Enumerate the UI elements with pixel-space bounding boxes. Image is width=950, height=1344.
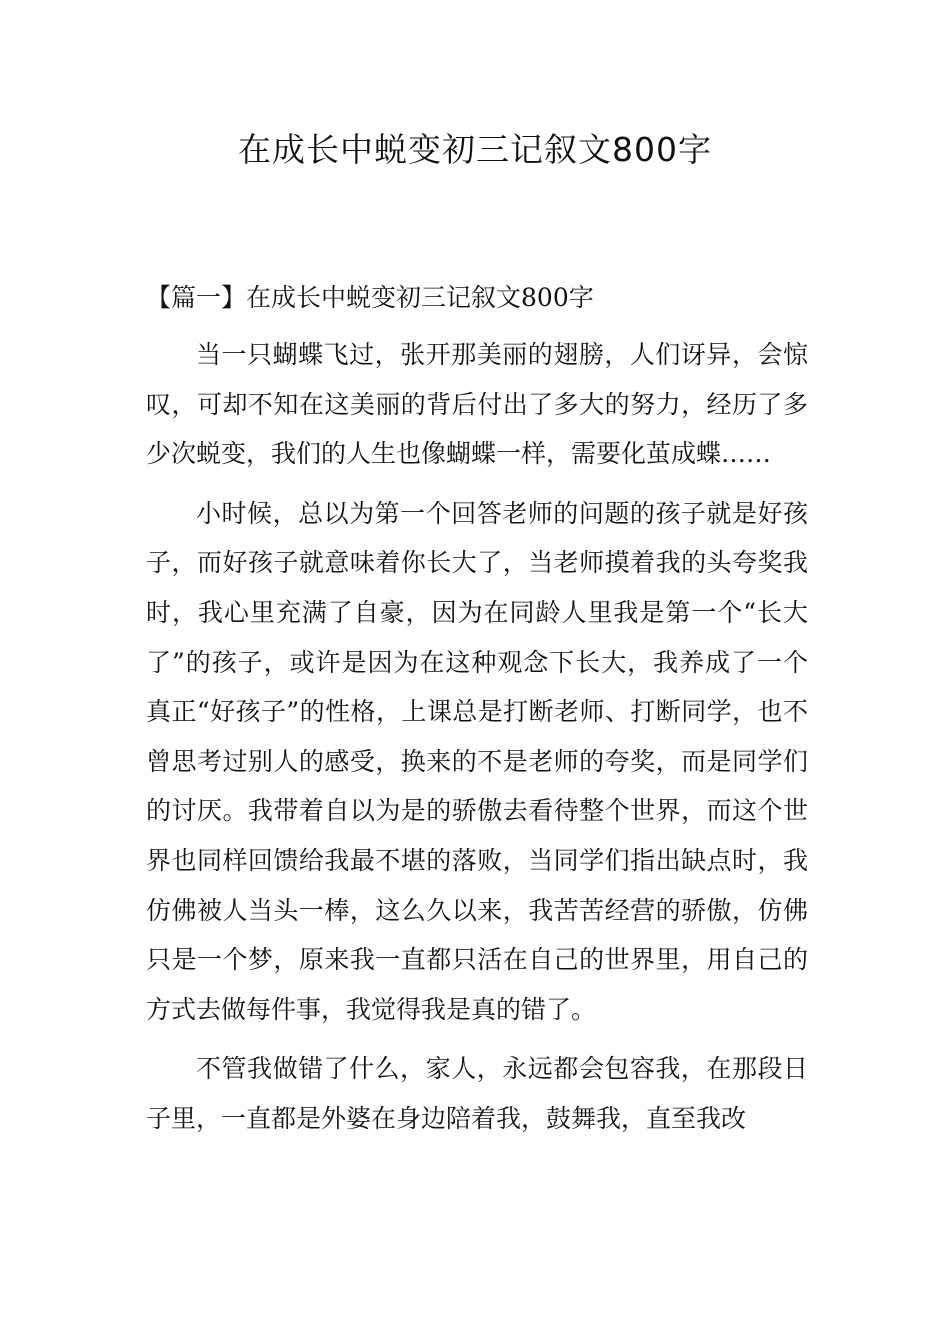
paragraph-2: 小时候，总以为第一个回答老师的问题的孩子就是好孩子，而好孩子就意味着你长大了，当老师摸着我的头夸奖我时，我心里充满了自豪，因为在同龄人里我是第一个“长大了”的孩子，或许是因为在这种观念下长大，我养成了一个真正“好孩子”的性格，上课总是打断老师、打断同学，也不曾思考过别人的感受，换来的不是老师的夸奖，而是同学们的讨厌。我带着自以为是的骄傲去看待整个世界，而这个世界也同样回馈给我最不堪的落败，当同学们指出缺点时，我仿佛被人当头一棒，这么久以来，我苦苦经营的骄傲，仿佛只是一个梦，原来我一直都只活在自己的世界里，用自己的方式去做每件事，我觉得我是真的错了。 bbox=[146, 498, 808, 1024]
section-heading: 【篇一】在成长中蜕变初三记叙文800字 bbox=[146, 283, 594, 312]
paragraph-1: 当一只蝴蝶飞过，张开那美丽的翅膀，人们讶异，会惊叹，可却不知在这美丽的背后付出了多大的努力，经历了多少次蜕变，我们的人生也像蝴蝶一样，需要化茧成蝶…… bbox=[146, 340, 808, 469]
paragraph-3: 不管我做错了什么，家人，永远都会包容我，在那段日子里，一直都是外婆在身边陪着我，鼓舞我，直至我改 bbox=[146, 1054, 808, 1133]
document-body bbox=[146, 280, 808, 1144]
document-title: 在成长中蜕变初三记叙文800字 bbox=[238, 130, 712, 169]
